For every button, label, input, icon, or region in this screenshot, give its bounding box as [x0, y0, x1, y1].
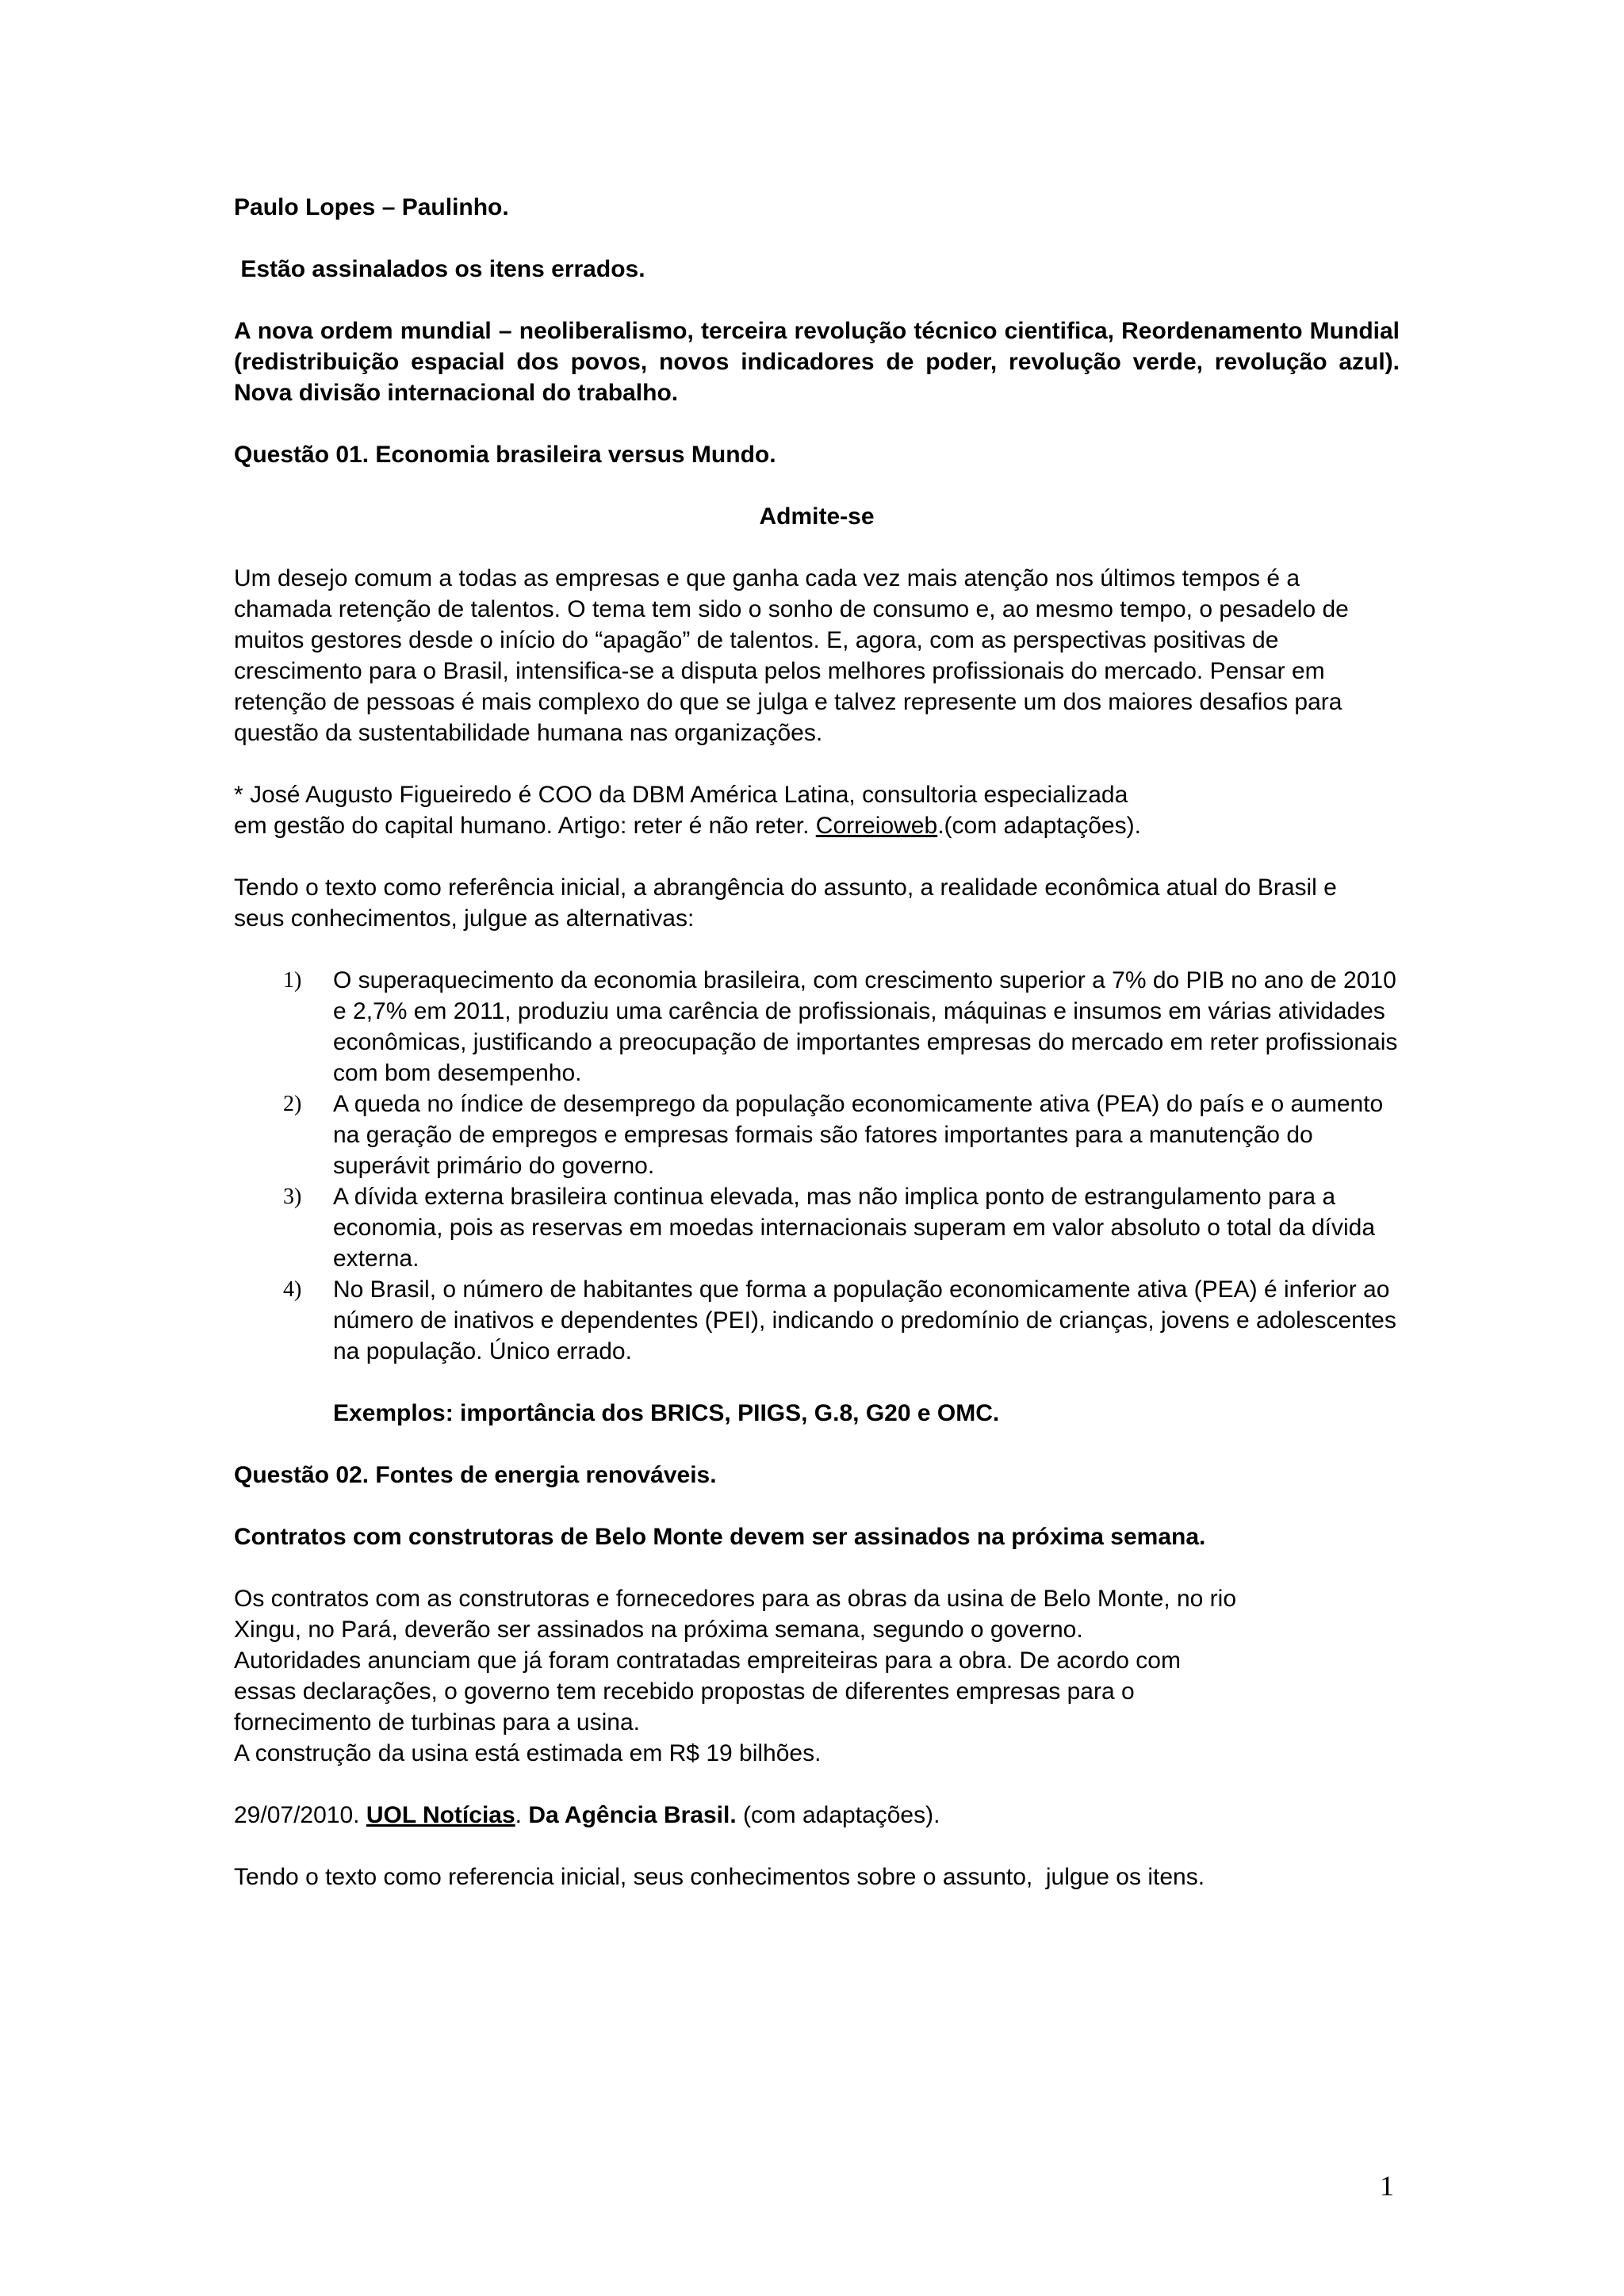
correioweb-link[interactable]: Correioweb [815, 813, 938, 839]
uol-noticias-link[interactable]: UOL Notícias [366, 1802, 515, 1828]
alternative-item [234, 1274, 1400, 1367]
item-text: No Brasil, o número de habitantes que forma a população economicamente ativa (PEA) é inferior ao número de inativos e dependentes (PEI), indicando o predomínio de crianças, jovens e adolescentes na população. Único errado. [333, 1276, 1396, 1364]
item-text: A queda no índice de desemprego da população economicamente ativa (PEA) do país e o aumento na geração de empregos e empresas formais são fatores importantes para a manutenção do superávit primário do governo. [333, 1091, 1384, 1179]
source-line-2 [234, 810, 1400, 841]
question-1-prompt: Tendo o texto como referência inicial, a abrangência do assunto, a realidade econômica atual do Brasil e seus conhecimentos, julgue as alternativas: [234, 874, 1337, 932]
author-line: Paulo Lopes – Paulinho. [234, 194, 509, 220]
question-2-prompt: Tendo o texto como referencia inicial, seus conhecimentos sobre o assunto, julgue os itens. [234, 1864, 1205, 1890]
news-source [234, 1800, 1400, 1831]
item-number: 3) [283, 1184, 302, 1209]
item-text: O superaquecimento da economia brasileira, com crescimento superior a 7% do PIB no ano de 2010 e 2,7% em 2011, produziu uma carência de profissionais, máquinas e insumos em várias atividades econômicas, justificando a preocupação de importantes empresas do mercado em reter profissionais com bom desempenho. [333, 967, 1398, 1086]
source-suffix: (com adaptações). [736, 1802, 940, 1828]
item-number: 4) [283, 1277, 302, 1302]
source-agency: Da Agência Brasil. [528, 1802, 737, 1828]
article-heading: Admite-se [759, 503, 875, 530]
alternative-item [234, 1181, 1400, 1274]
page-number: 1 [1380, 2170, 1394, 2202]
news-line: fornecimento de turbinas para a usina. [234, 1709, 640, 1735]
source-text: em gestão do capital humano. Artigo: reter é não reter. [234, 813, 816, 839]
note-line: Estão assinalados os itens errados. [234, 256, 645, 282]
source-suffix: .(com adaptações). [937, 813, 1141, 839]
alternative-item [234, 965, 1400, 1089]
news-line: Os contratos com as construtoras e fornecedores para as obras da usina de Belo Monte, no rio [234, 1586, 1237, 1612]
item-number: 1) [283, 968, 302, 993]
item-number: 2) [283, 1092, 302, 1116]
alternatives-list [234, 965, 1400, 1367]
alternative-item [234, 1089, 1400, 1181]
topics-paragraph: A nova ordem mundial – neoliberalismo, terceira revolução técnico cientifica, Reordenamento Mundial (redistribuição espacial dos povos, novos indicadores de poder, revolução verde, revolução azul). Nova divisão internacional do trabalho. [234, 318, 1400, 406]
news-line: Xingu, no Pará, deverão ser assinados na próxima semana, segundo o governo. [234, 1617, 1083, 1643]
source-line-1: * José Augusto Figueiredo é COO da DBM América Latina, consultoria especializada [234, 782, 1128, 808]
news-line: A construção da usina está estimada em R$ 19 bilhões. [234, 1740, 822, 1766]
news-line: essas declarações, o governo tem recebido propostas de diferentes empresas para o [234, 1678, 1135, 1705]
examples-line: Exemplos: importância dos BRICS, PIIGS, G.8, G20 e OMC. [333, 1400, 1000, 1426]
item-text: A dívida externa brasileira continua elevada, mas não implica ponto de estrangulamento para a economia, pois as reservas em moedas internacionais superam em valor absoluto o total da dívida externa. [333, 1184, 1376, 1272]
news-line: Autoridades anunciam que já foram contratadas empreiteiras para a obra. De acordo com [234, 1647, 1181, 1674]
question-2-title: Questão 02. Fontes de energia renováveis. [234, 1462, 717, 1488]
question-1-title: Questão 01. Economia brasileira versus Mundo. [234, 442, 776, 468]
article-paragraph: Um desejo comum a todas as empresas e que ganha cada vez mais atenção nos últimos tempos é a chamada retenção de talentos. O tema tem sido o sonho de consumo e, ao mesmo tempo, o pesadelo de muitos gestores desde o início do “apagão” de talentos. E, agora, com as perspectivas positivas de crescimento para o Brasil, intensifica-se a disputa pelos melhores profissionais do mercado. Pensar em retenção de pessoas é mais complexo do que se julga e talvez represente um dos maiores desafios para questão da sustentabilidade humana nas organizações. [234, 565, 1349, 746]
page-content [234, 192, 1400, 1892]
source-dot: . [515, 1802, 529, 1828]
news-headline: Contratos com construtoras de Belo Monte devem ser assinados na próxima semana. [234, 1524, 1206, 1550]
source-date: 29/07/2010. [234, 1802, 366, 1828]
